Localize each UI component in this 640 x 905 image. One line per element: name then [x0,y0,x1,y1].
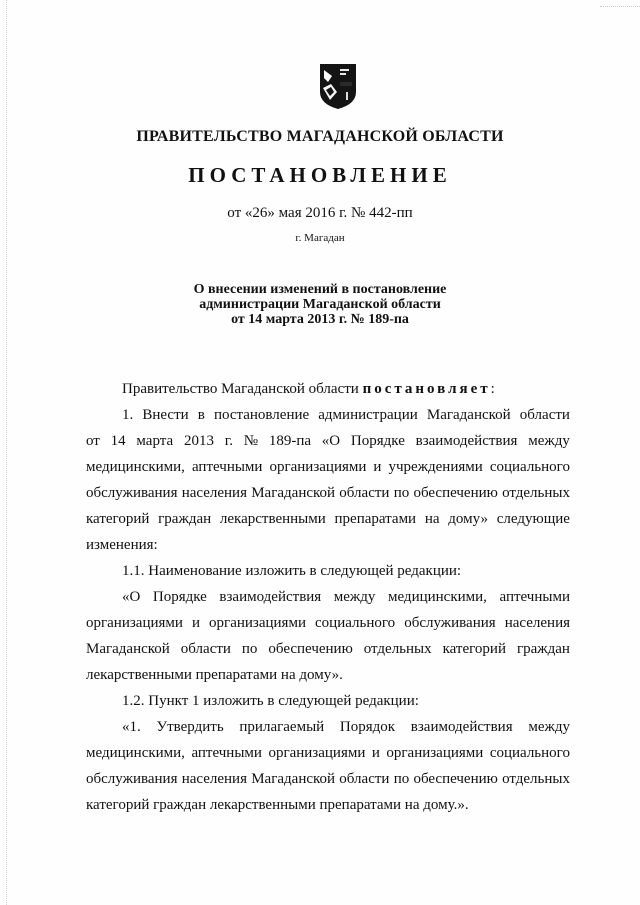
paragraph-line [86,584,570,610]
word: дому» [448,511,488,527]
paragraph-line [86,636,570,662]
government-title: ПРАВИТЕЛЬСТВО МАГАДАНСКОЙ ОБЛАСТИ [136,128,504,145]
word: отдельных [363,641,432,657]
word: «1. [122,719,141,735]
word: обеспечению [268,641,353,657]
word: «О [122,589,141,605]
word: отдельных [502,771,570,787]
word: Утвердить [156,719,224,735]
word: области [519,407,570,423]
word: социального [315,615,396,631]
word: № [243,433,259,449]
intro-line [86,376,570,402]
paragraph-line [86,610,570,636]
word: области [339,485,390,501]
word: 1. [122,407,134,423]
word: обеспечению [413,485,498,501]
word: медицинскими, [387,589,487,605]
word: между [528,433,570,449]
word: организациями [209,615,306,631]
word: области [180,641,231,657]
word: лекарственными [219,511,326,527]
word: аптечными [499,589,570,605]
paragraph-line: категорий граждан лекарственными препаратами на дому.». [86,797,469,813]
word: постановление [213,407,310,423]
paragraph-line [86,740,570,766]
word: населения [181,771,247,787]
word: Магаданской [426,407,511,423]
word: и [373,459,382,475]
paragraph-line [86,766,570,792]
word: учреждениями [388,459,483,475]
paragraph-line [86,428,570,454]
word: обслуживания [86,485,178,501]
word: обслуживания [86,771,178,787]
word: обслуживания [404,615,496,631]
word: 14 [110,433,126,449]
word: г. [224,433,233,449]
word: отдельных [502,485,570,501]
word: следующие [496,511,570,527]
word: Внести [142,407,189,423]
word: Порядке [350,433,405,449]
word: Магаданской [251,485,336,501]
paragraph-line [86,714,570,740]
intro-spaced-word: постановляет [362,381,491,397]
word: по [393,485,410,501]
word: организациями [268,745,366,761]
word: области [339,771,390,787]
paragraph-line: лекарственными препаратами на дому». [86,667,343,683]
document-type: ПОСТАНОВЛЕНИЕ [188,163,452,187]
word: 2013 [183,433,214,449]
word: категорий [442,641,506,657]
paragraph-line [86,506,570,532]
word: между [333,589,376,605]
word: аптечными [191,459,263,475]
word: медицинскими, [86,459,185,475]
scan-edge-artifact [600,6,640,8]
word: граждан [516,641,570,657]
word: обеспечению [413,771,498,787]
word: «О [321,433,341,449]
word: марта [136,433,174,449]
document-city: г. Магадан [295,232,345,244]
word: населения [504,615,570,631]
document-subject [0,282,640,327]
word: медицинскими, [86,745,185,761]
word: на [424,511,440,527]
word: от [86,433,100,449]
word: взаимодействия [410,719,513,735]
document-date-number: от «26» мая 2016 г. № 442-пп [227,205,413,221]
word: 189-па [268,433,312,449]
intro-suffix: : [490,381,495,397]
word: социального [489,745,570,761]
word: по [393,771,410,787]
word: препаратами [334,511,417,527]
word: между [528,719,570,735]
word: Порядке [152,589,207,605]
word: по [241,641,258,657]
word: организациями [386,745,484,761]
intro-prefix: Правительство Магаданской области [122,381,359,397]
word: населения [181,485,247,501]
word: аптечными [191,745,262,761]
subject-line: от 14 марта 2013 г. № 189-па [231,312,409,327]
subject-line: администрации Магаданской области [199,297,441,312]
word: организациями [86,615,183,631]
word: прилагаемый [239,719,325,735]
document-body [86,376,570,818]
paragraph-line: 1.1. Наименование изложить в следующей редакции: [122,563,462,579]
paragraph-line: изменения: [86,537,158,553]
paragraph-line [86,402,570,428]
coat-of-arms-emblem [318,62,358,110]
word: Магаданской [86,641,170,657]
word: Порядок [339,719,396,735]
paragraph-line: 1.2. Пункт 1 изложить в следующей редакции: [122,693,419,709]
word: граждан [158,511,212,527]
word: категорий [86,511,150,527]
word: организациями [269,459,367,475]
word: администрации [318,407,418,423]
word: взаимодействия [219,589,322,605]
word: Магаданской [251,771,336,787]
paragraph-line [86,454,570,480]
word: и [371,745,380,761]
word: в [197,407,205,423]
subject-line: О внесении изменений в постановление [193,282,447,297]
paragraph-line [86,480,570,506]
word: и [191,615,200,631]
word: социального [489,459,570,475]
word: взаимодействия [415,433,518,449]
